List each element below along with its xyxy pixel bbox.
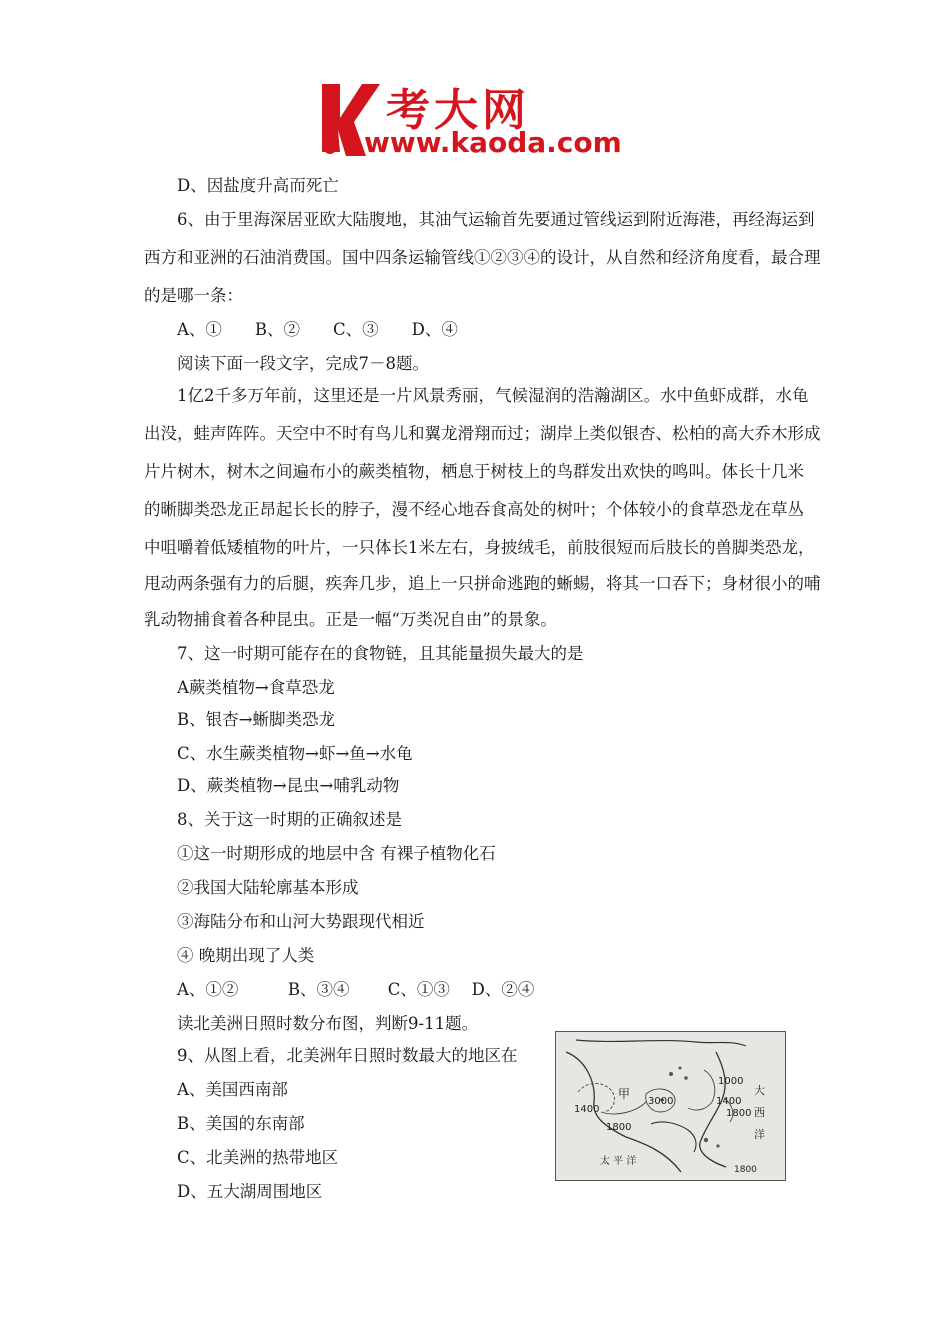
question-8: 8、关于这一时期的正确叙述是 xyxy=(177,810,402,829)
question-8-options: A、①② B、③④ C、①③ D、②④ xyxy=(177,980,535,999)
north-america-sunshine-map xyxy=(555,1031,786,1181)
logo-chinese-text: 考大网 xyxy=(386,85,530,136)
map-label-yang: 洋 xyxy=(754,1128,765,1141)
passage-line-6: 甩动两条强有力的后腿，疾奔几步，追上一只拼命逃跑的蜥蜴，将其一口吞下；身材很小的哺 xyxy=(144,574,821,593)
question-7: 7、这一时期可能存在的食物链，且其能量损失最大的是 xyxy=(177,644,584,663)
passage-line-7: 乳动物捕食着各种昆虫。正是一幅“万类况自由”的景象。 xyxy=(144,610,557,629)
logo-url-text: www.kaoda.com xyxy=(364,126,622,159)
passage-line-2: 出没，蛙声阵阵。天空中不时有鸟儿和翼龙滑翔而过；湖岸上类似银杏、松柏的高大乔木形成 xyxy=(144,424,821,443)
question-6-options: A、① B、② C、③ D、④ xyxy=(177,320,458,339)
map-label-1400-east: 1400 xyxy=(716,1096,742,1107)
question-8-statement-1: ①这一时期形成的地层中含 有裸子植物化石 xyxy=(177,844,496,863)
passage-line-1: 1亿2千多万年前，这里还是一片风景秀丽，气候湿润的浩瀚湖区。水中鱼虾成群，水龟 xyxy=(177,386,809,405)
question-6-line-3: 的是哪一条： xyxy=(144,286,243,305)
question-9-option-c: C、北美洲的热带地区 xyxy=(177,1148,339,1167)
question-8-statement-3: ③海陆分布和山河大势跟现代相近 xyxy=(177,912,425,931)
passage-line-4: 的晰脚类恐龙正昂起长长的脖子，漫不经心地吞食高处的树叶；个体较小的食草恐龙在草丛 xyxy=(144,500,804,519)
question-7-option-a: A蕨类植物→食草恐龙 xyxy=(177,678,335,697)
question-7-option-c: C、水生蕨类植物→虾→鱼→水龟 xyxy=(177,744,413,763)
question-7-option-b: B、银杏→蜥脚类恐龙 xyxy=(177,710,335,729)
map-label-1800-south: 1800 xyxy=(734,1165,757,1175)
map-label-3000: 3000 xyxy=(648,1096,674,1107)
question-9: 9、从图上看，北美洲年日照时数最大的地区在 xyxy=(177,1046,518,1065)
question-9-option-b: B、美国的东南部 xyxy=(177,1114,305,1133)
passage-line-5: 中咀嚼着低矮植物的叶片，一只体长1米左右，身披绒毛，前肢很短而后肢长的兽脚类恐龙， xyxy=(144,538,815,557)
kaoda-logo xyxy=(316,78,646,162)
question-9-option-d: D、五大湖周围地区 xyxy=(177,1182,323,1201)
question-9-option-a: A、美国西南部 xyxy=(177,1080,288,1099)
map-label-xi: 西 xyxy=(754,1106,765,1119)
question-6-line-1: 6、由于里海深居亚欧大陆腹地，其油气运输首先要通过管线运到附近海港，再经海运到 xyxy=(177,210,815,229)
question-8-statement-2: ②我国大陆轮廓基本形成 xyxy=(177,878,359,897)
map-label-1000: 1000 xyxy=(718,1076,744,1087)
passage-line-3: 片片树木，树木之间遍布小的蕨类植物，栖息于树枝上的鸟群发出欢快的鸣叫。体长十几米 xyxy=(144,462,804,481)
map-label-pacific: 太 平 洋 xyxy=(600,1156,637,1167)
option-5d: D、因盐度升高而死亡 xyxy=(177,176,339,195)
reading-instruction-9-11: 读北美洲日照时数分布图，判断9-11题。 xyxy=(177,1014,479,1033)
question-7-option-d: D、蕨类植物→昆虫→哺乳动物 xyxy=(177,776,400,795)
isoline-1800 xyxy=(601,1102,646,1114)
map-label-1400-west: 1400 xyxy=(574,1104,600,1115)
coastline-north xyxy=(576,1040,746,1046)
map-label-1800-east: 1800 xyxy=(726,1108,752,1119)
gulf-coast xyxy=(651,1122,696,1152)
reading-instruction-7-8: 阅读下面一段文字，完成7－8题。 xyxy=(177,354,429,373)
question-8-statement-4: ④ 晚期出现了人类 xyxy=(177,946,315,965)
map-label-jia: 甲 xyxy=(618,1087,631,1101)
map-label-1800-west: 1800 xyxy=(606,1122,632,1133)
map-label-da: 大 xyxy=(754,1084,765,1097)
question-6-line-2: 西方和亚洲的石油消费国。国中四条运输管线①②③④的设计，从自然和经济角度看，最合理 xyxy=(144,248,821,267)
coastline-east xyxy=(700,1052,726,1167)
isoline-east xyxy=(688,1070,715,1110)
